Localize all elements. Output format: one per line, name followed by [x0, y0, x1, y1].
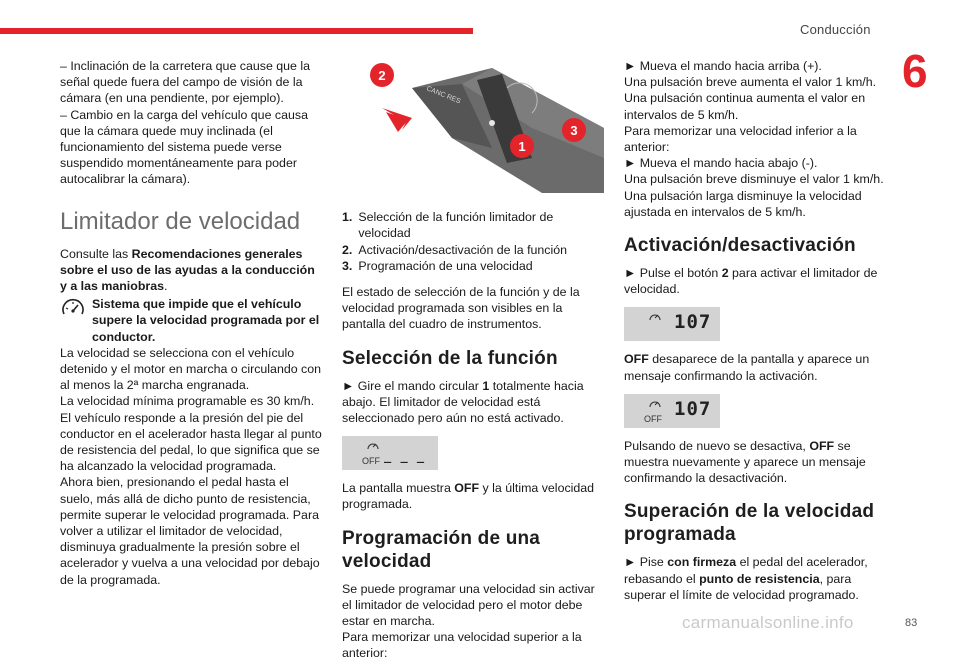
callout-2 [370, 63, 394, 87]
instruction [342, 378, 604, 427]
column-left [60, 58, 322, 588]
paragraph [624, 438, 886, 487]
paragraph: El vehículo responde a la presión del pie del conductor en el acelerador hasta llegar al punto de resistencia del pedal, lo que significa que se ha alcanzado la velocidad programada. [60, 410, 322, 474]
list-text: Programación de una velocidad [358, 258, 533, 273]
speed-value: 107 [674, 397, 712, 420]
column-right [624, 58, 886, 603]
control-number: 2 [721, 266, 729, 281]
page-number: 83 [905, 617, 918, 629]
paragraph: Se puede programar una velocidad sin activar el limitador de velocidad pero el motor debe estar en marcha. [342, 581, 595, 629]
stalk-label: CANC RES [425, 85, 462, 106]
speed-value: 107 [674, 311, 712, 334]
heading-speed-limiter: Limitador de velocidad [60, 207, 301, 235]
paragraph: – Inclinación de la carretera que cause que la señal quede fuera del campo de visión de la cámara (en una pendiente, por ejemplo). [60, 59, 311, 106]
text: OFF [454, 481, 480, 496]
control-number: 1 [482, 378, 490, 393]
instrument-display-off-value [624, 394, 720, 428]
callout-number: 2 [378, 68, 386, 83]
paragraph: Para memorizar una velocidad inferior a la anterior: [624, 123, 857, 155]
list-number: 2. [342, 242, 353, 257]
speed-value: _ _ _ [384, 449, 426, 464]
paragraph: ► Mueva el mando hacia arriba (+). [624, 59, 822, 73]
system-description: Sistema que impide que el vehículo supere la velocidad programada por el conductor. [92, 297, 320, 344]
instruction [624, 265, 886, 297]
chapter-number: 6 [902, 45, 928, 97]
heading-function-selection: Selección de la función [342, 347, 558, 369]
speed-limiter-icon [648, 397, 662, 411]
numbered-list [342, 209, 604, 274]
consult-paragraph [60, 246, 322, 295]
column-middle [342, 58, 604, 662]
speed-limiter-icon [648, 310, 662, 324]
paragraph: Una pulsación breve disminuye el valor 1 km/h. [624, 172, 884, 187]
text: para activar el limitador de velocidad. [624, 266, 878, 297]
text: punto de resistencia [699, 571, 820, 586]
paragraph: ► Mueva el mando hacia abajo (-). [624, 156, 818, 171]
text: se muestra nuevamente y aparece un mensaje confirmando la desactivación. [624, 438, 866, 486]
paragraph: Una pulsación breve aumenta el valor 1 km/h. [624, 75, 877, 90]
paragraph: Para memorizar una velocidad superior a la anterior: [342, 630, 582, 661]
callout-1 [510, 134, 534, 158]
heading-activation: Activación/desactivación [624, 235, 856, 257]
text: OFF [624, 352, 649, 367]
text: desaparece de la pantalla y aparece un mensaje confirmando la activación. [624, 352, 870, 383]
paragraph: – Cambio en la carga del vehículo que causa que la cámara quede muy inclinada (el funcionamiento del sistema puede verse suspendido momentáneamente para poder autocalibrar la cámara). [60, 107, 308, 187]
heading-exceeding-speed: Superación de la velocidad programada [624, 501, 875, 546]
list-number: 1. [342, 210, 353, 225]
callout-number: 3 [570, 123, 578, 138]
list-number: 3. [342, 258, 353, 273]
speed-limiter-icon [60, 296, 86, 322]
instruction [624, 554, 886, 603]
text: . [164, 279, 168, 294]
paragraph [624, 351, 886, 383]
watermark: carmanualsonline.info [682, 613, 854, 632]
text: ► Gire el mando circular [342, 378, 483, 393]
text: ► Pise [624, 555, 668, 570]
text: ► Pulse el botón [624, 266, 722, 281]
text: el pedal del acelerador, rebasando el [624, 555, 868, 586]
callout-3 [562, 118, 586, 142]
list-text: Activación/desactivación de la función [358, 242, 568, 257]
paragraph: La velocidad se selecciona con el vehículo detenido y el motor en marcha o circulando con al menos la 2ª marcha engranada. [60, 345, 322, 393]
instrument-display-off [342, 436, 438, 470]
text: Consulte las [60, 246, 132, 261]
heading-speed-programming: Programación de una velocidad [342, 527, 541, 572]
off-label: OFF [362, 456, 380, 467]
paragraph: Una pulsación larga disminuye la velocidad ajustada en intervalos de 5 km/h. [624, 188, 862, 219]
steering-stalk-illustration [342, 58, 604, 193]
text: Pulsando de nuevo se desactiva, [624, 438, 810, 453]
list-item [342, 242, 604, 258]
link-text: Recomendaciones generales sobre el uso de las ayudas a la conducción y a las maniobras [60, 246, 315, 294]
list-text: Selección de la función limitador de velocidad [358, 210, 554, 241]
speed-limiter-icon [366, 439, 380, 453]
callout-number: 1 [518, 139, 526, 154]
off-label: OFF [644, 413, 662, 424]
list-item [342, 209, 604, 241]
header-red-bar [0, 28, 473, 34]
text: con firmeza [667, 555, 737, 570]
paragraph: La velocidad mínima programable es 30 km/h. [60, 394, 315, 409]
section-title: Conducción [800, 22, 871, 37]
text: y la última velocidad programada. [342, 481, 595, 512]
instrument-display-active [624, 307, 720, 341]
text: , para superar el límite de velocidad programado. [624, 571, 859, 602]
paragraph: El estado de selección de la función y de la velocidad programada son visibles en la pantalla del cuadro de instrumentos. [342, 285, 580, 332]
list-item [342, 258, 604, 274]
paragraph: Una pulsación continua aumenta el valor en intervalos de 5 km/h. [624, 91, 866, 122]
text: OFF [809, 438, 835, 453]
text: La pantalla muestra [342, 481, 455, 496]
paragraph: Ahora bien, presionando el pedal hasta el suelo, más allá de dicho punto de resistencia, permite superar le velocidad programada. Para volver a utilizar el limitador de velocidad, disminuya gradualmente la presión sobre el acelerador y vuelva a una velocidad por debajo de la programada. [60, 475, 320, 587]
paragraph [342, 480, 604, 512]
system-note [60, 296, 322, 345]
text: totalmente hacia abajo. El limitador de velocidad está seleccionado pero aún no está activado. [342, 378, 584, 426]
